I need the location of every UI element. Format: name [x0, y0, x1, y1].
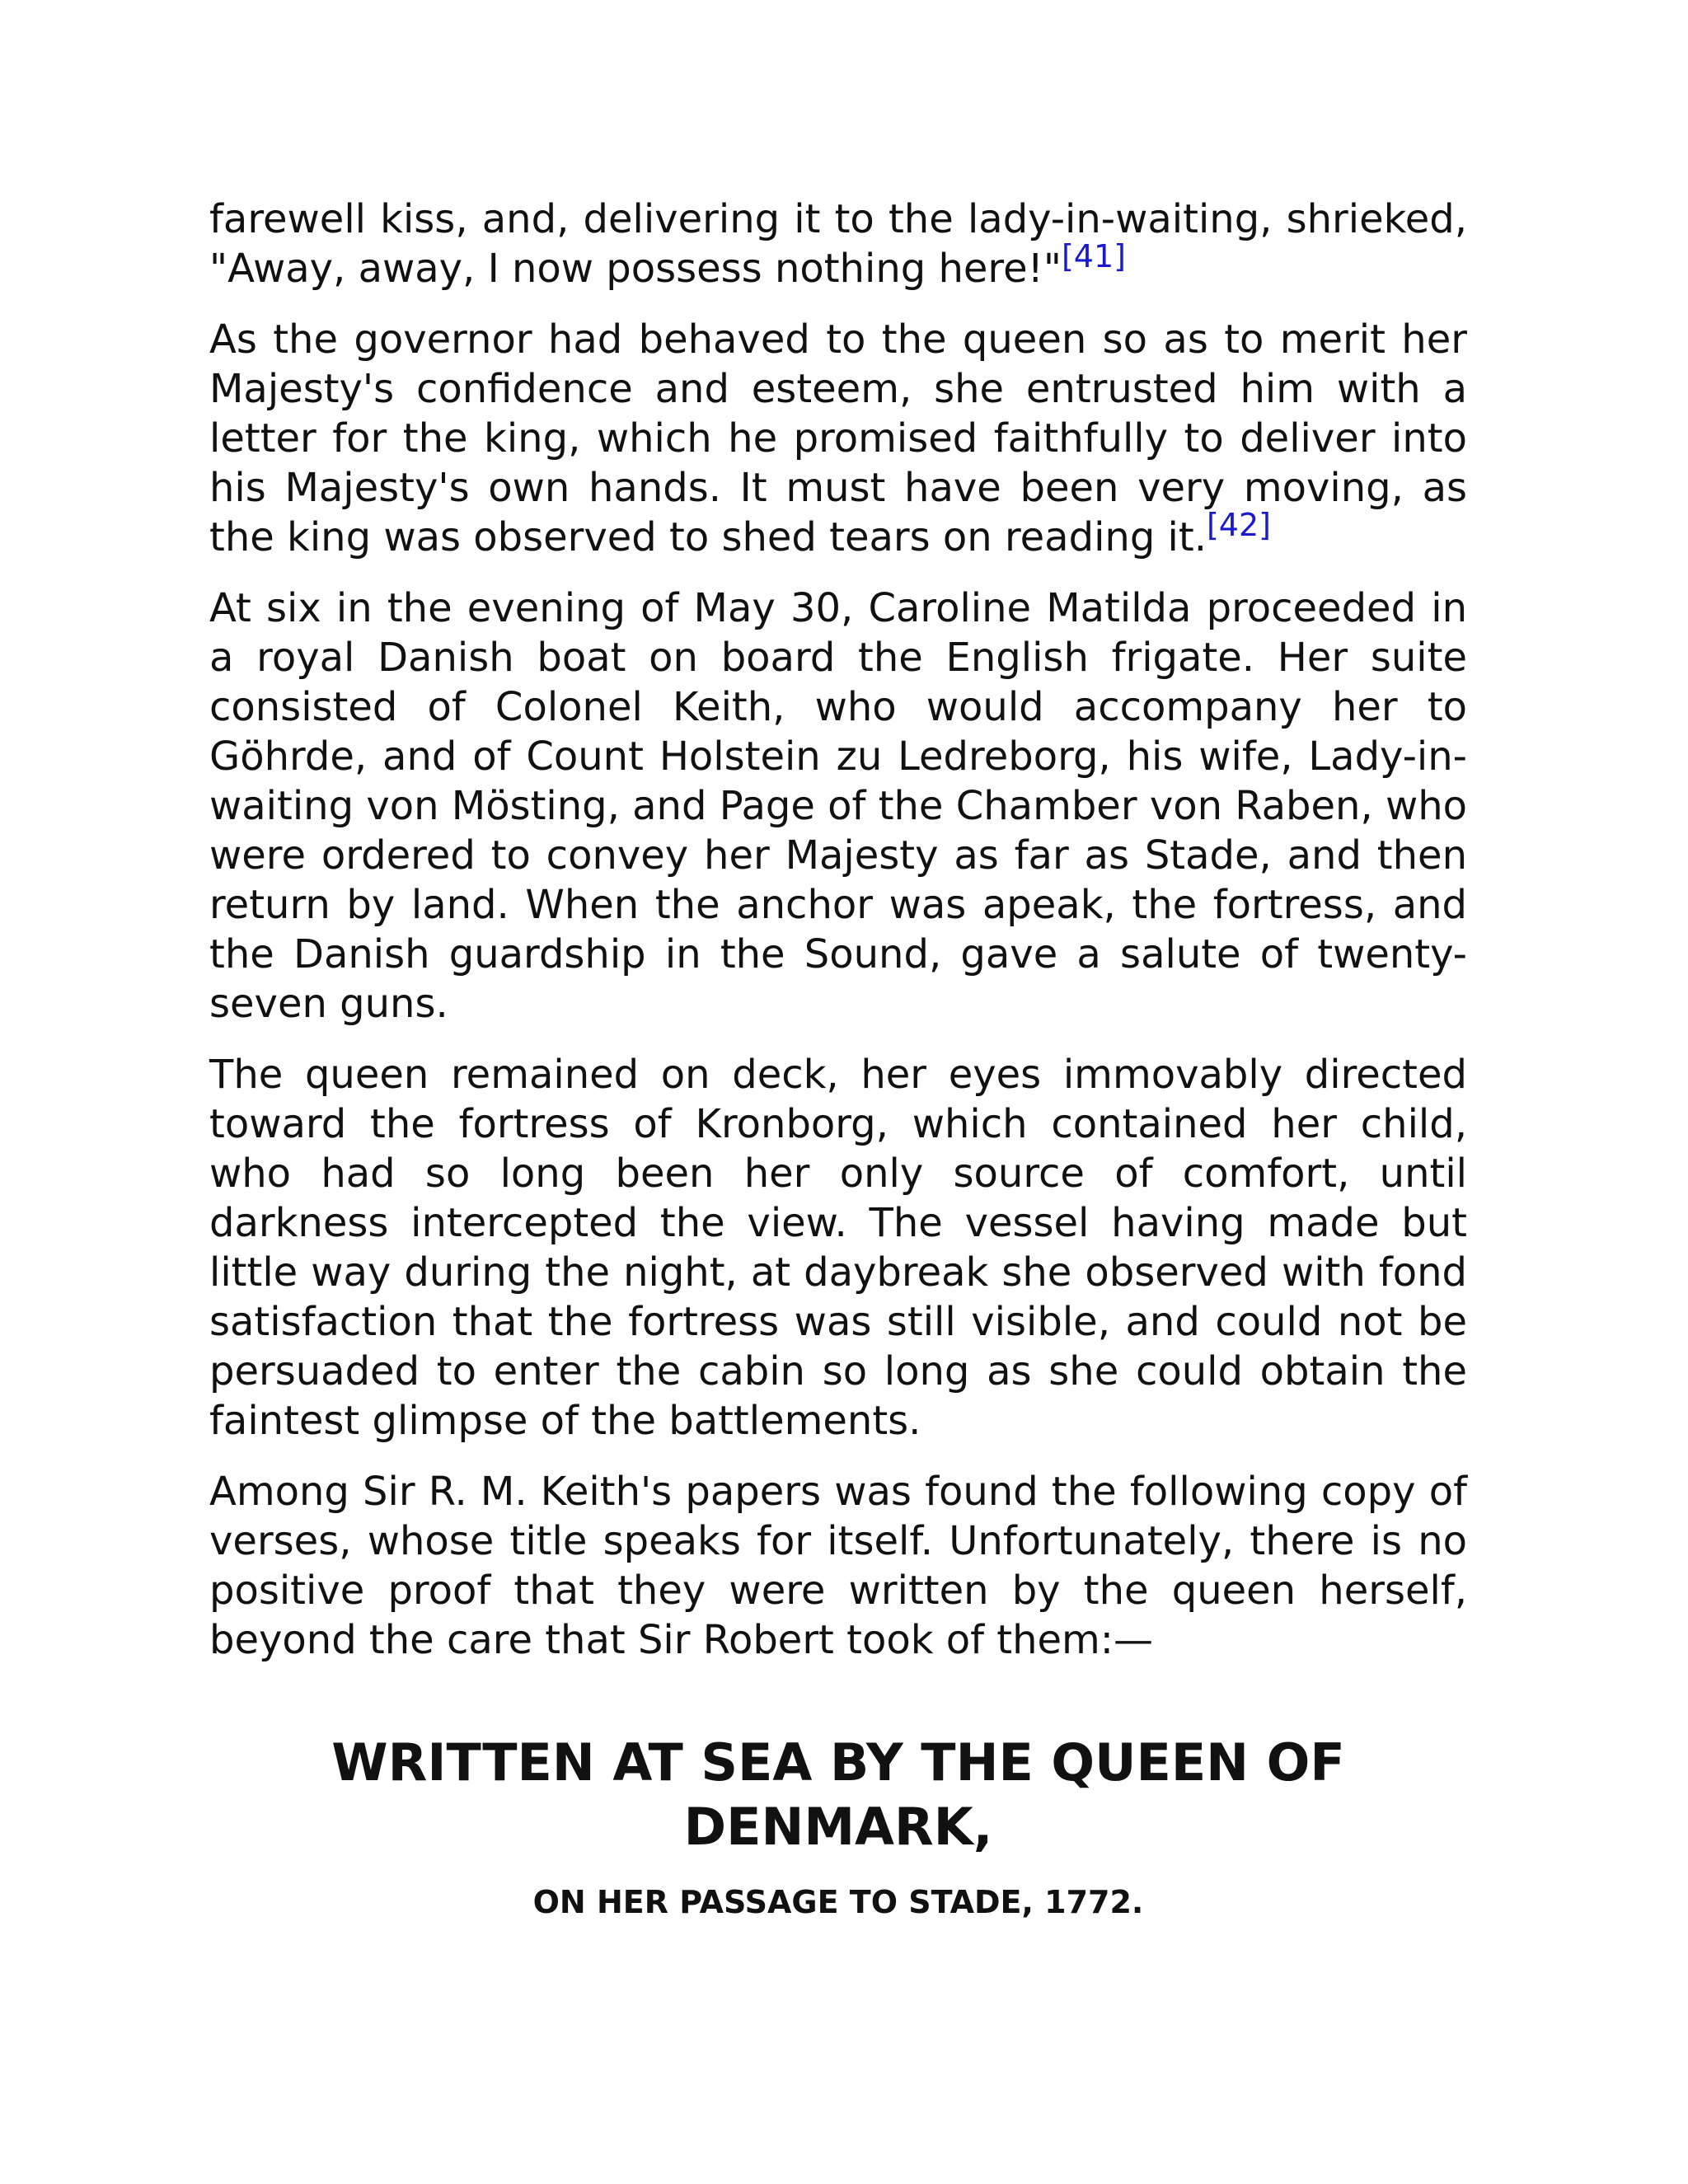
- poem-title: [209, 1731, 1467, 1859]
- page-body: [209, 194, 1467, 1922]
- paragraph-5: Among Sir R. M. Keith's papers was found the following copy of verses, whose title speaks for itself. Unfortunately, there is no positive proof that they were written by the queen herself, beyond the care that Sir Robert took of them:—: [209, 1469, 1467, 1663]
- poem-title-line-2: DENMARK,: [683, 1797, 993, 1857]
- poem-subtitle: ON HER PASSAGE TO STADE, 1772.: [532, 1884, 1144, 1920]
- poem-title-line-1: WRITTEN AT SEA BY THE QUEEN OF: [331, 1732, 1345, 1793]
- footnote-link-41[interactable]: [41]: [1061, 238, 1126, 274]
- paragraph-4: The queen remained on deck, her eyes immovably directed toward the fortress of Kronborg, which contained her child, who had so long been her only source of comfort, until darkness intercepted the view. The vessel having made but little way during the night, at daybreak she observed with fond satisfaction that the fortress was still visible, and could not be persuaded to enter the cabin so long as she could obtain the faintest glimpse of the battlements.: [209, 1052, 1467, 1444]
- paragraph-2-text: As the governor had behaved to the queen so as to merit her Majesty's confidence and esteem, she entrusted him with a letter for the king, which he promised faithfully to deliver into his Majesty's own hands. It must have been very moving, as the king was observed to shed tears on reading it.: [209, 316, 1467, 560]
- footnote-link-42[interactable]: [42]: [1206, 507, 1271, 543]
- paragraph-3: At six in the evening of May 30, Caroline Matilda proceeded in a royal Danish boat on board the English frigate. Her suite consisted of Colonel Keith, who would accompany her to Göhrde, and of Count Holstein zu Ledreborg, his wife, Lady-in-waiting von Mösting, and Page of the Chamber von Raben, who were ordered to convey her Majesty as far as Stade, and then return by land. When the anchor was apeak, the fortress, and the Danish guardship in the Sound, gave a salute of twenty-seven guns.: [209, 585, 1467, 1027]
- paragraph-1-text: farewell kiss, and, delivering it to the lady-in-waiting, shrieked, "Away, away, I now possess nothing here!": [209, 196, 1467, 292]
- paragraph-1: [209, 194, 1467, 293]
- paragraph-2: [209, 315, 1467, 562]
